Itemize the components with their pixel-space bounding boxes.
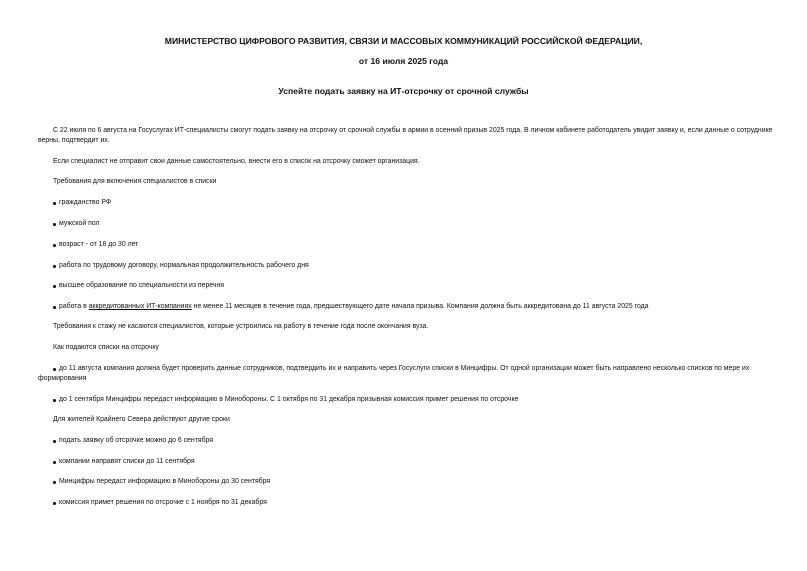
requirement-text: возраст - от 18 до 30 лет: [59, 241, 139, 248]
bullet-icon: [53, 306, 56, 309]
north-title: Для жителей Крайнего Севера действуют другие сроки: [53, 416, 230, 423]
intro-paragraph: С 22 июля по 6 августа на Госуслугах ИТ-специалисты смогут подать заявку на отсрочку от срочной службы в армии в осенний призыв 2025 года. В личном кабинете работодатель увидит заявку и, если данные о сотруднике верны, подтвердит их.: [38, 127, 773, 144]
bullet-icon: [53, 285, 56, 288]
date-heading: от 16 июля 2025 года: [358, 56, 449, 66]
requirement-item: [53, 261, 773, 271]
org-note-paragraph: Если специалист не отправит свои данные самостоятельно, внести его в список на отсрочку сможет организация.: [53, 158, 420, 165]
requirements-title: Требования для включения специалистов в списки: [53, 178, 217, 185]
bullet-icon: [53, 202, 56, 205]
requirement-text: высшее образование по специальности из перечня: [59, 282, 225, 289]
requirement-item: [53, 198, 773, 208]
north-item-text: компании направят списки до 11 сентября: [59, 458, 195, 465]
lists-item: [38, 364, 773, 383]
north-item: [53, 457, 773, 467]
bullet-icon: [53, 481, 56, 484]
requirement-text: работа по трудовому договору, нормальная продолжительность рабочего дня: [59, 262, 309, 269]
document-title: Успейте подать заявку на ИТ-отсрочку от срочной службы: [278, 86, 529, 96]
requirement-item: [53, 302, 773, 312]
requirement-item: [53, 219, 773, 229]
accredited-suffix: не менее 11 месяцев в течение года, предшествующего дате начала призыва. Компания должна быть аккредитована до 11 августа 2025 года: [191, 303, 649, 310]
lists-item-text: до 1 сентября Минцифры передаст информацию в Минобороны. С 1 октября по 31 декабря призывная комиссия примет решения по отсрочке: [59, 396, 519, 403]
accredited-companies-link[interactable]: аккредитованных ИТ-компаниях: [88, 303, 192, 310]
ministry-heading: МИНИСТЕРСТВО ЦИФРОВОГО РАЗВИТИЯ, СВЯЗИ И МАССОВЫХ КОММУНИКАЦИЙ РОССИЙСКОЙ ФЕДЕРАЦИИ,: [164, 36, 643, 46]
lists-item-text: до 11 августа компания должна будет проверить данные сотрудников, подтвердить их и направить через Госуслуги списки в Минцифры. От одной организации может быть направлено несколько списков по мере их формирования: [38, 365, 750, 382]
bullet-icon: [53, 440, 56, 443]
lists-item: [53, 395, 773, 405]
requirement-item: [53, 281, 773, 291]
north-item: [53, 498, 773, 508]
north-item-text: Минцифры передаст информацию в Минобороны до 30 сентября: [59, 478, 271, 485]
bullet-icon: [53, 368, 56, 371]
north-item: [53, 436, 773, 446]
requirement-item: [53, 240, 773, 250]
north-item-text: подать заявку об отсрочке можно до 6 сентября: [59, 437, 214, 444]
lists-title: Как подаются списки на отсрочку: [53, 344, 159, 351]
north-item: [53, 477, 773, 487]
accredited-prefix: работа в: [59, 303, 89, 310]
bullet-icon: [53, 399, 56, 402]
bullet-icon: [53, 461, 56, 464]
requirement-text: мужской пол: [59, 220, 100, 227]
bullet-icon: [53, 502, 56, 505]
bullet-icon: [53, 244, 56, 247]
experience-note: Требования к стажу не касаются специалистов, которые устроились на работу в течение года после окончания вуза.: [53, 323, 429, 330]
requirement-text: гражданство РФ: [59, 199, 112, 206]
bullet-icon: [53, 223, 56, 226]
bullet-icon: [53, 265, 56, 268]
north-item-text: комиссия примет решения по отсрочке с 1 ноября по 31 декабря: [59, 499, 267, 506]
